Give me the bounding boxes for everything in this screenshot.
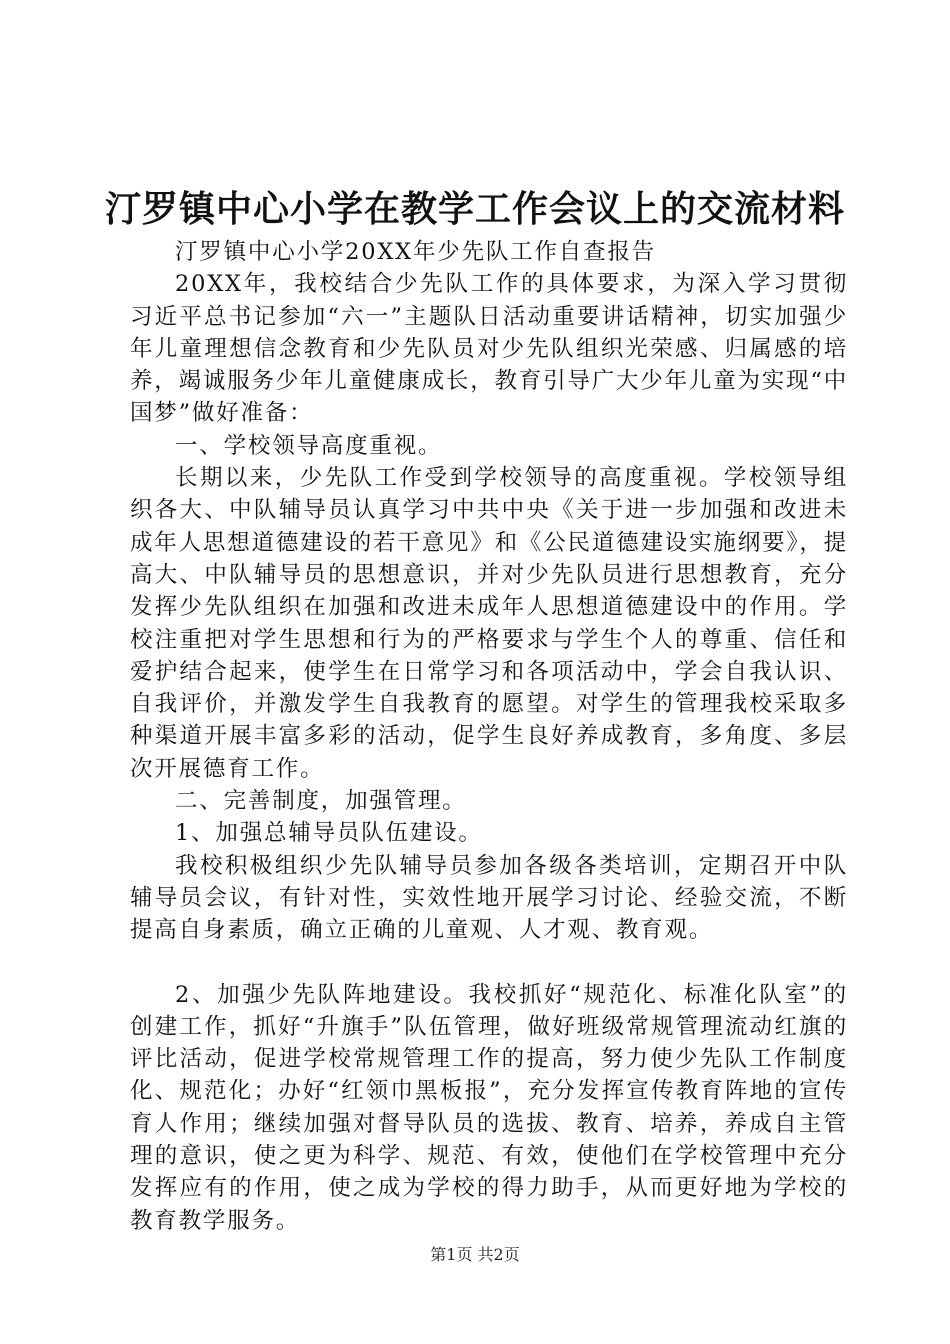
subsection-heading-1: 1、加强总辅导员队伍建设。: [175, 820, 483, 847]
section-heading-1: 一、学校领导高度重视。: [175, 432, 443, 459]
section-heading-2: 二、完善制度，加强管理。: [175, 788, 467, 815]
subsection-1-paragraph: 我校积极组织少先队辅导员参加各级各类培训，定期召开中队辅导员会议，有针对性，实效性地开展学习讨论、经验交流，不断提高自身素质，确立正确的儿童观、人才观、教育观。: [130, 852, 848, 944]
document-body: [130, 236, 848, 1237]
report-subtitle-paragraph: 汀罗镇中心小学20XX年少先队工作自查报告: [175, 239, 656, 265]
intro-paragraph: 20XX年，我校结合少先队工作的具体要求，为深入学习贯彻习近平总书记参加“六一”主题队日活动重要讲话精神，切实加强少年儿童理想信念教育和少先队员对少先队组织光荣感、归属感的培养，竭诚服务少年儿童健康成长，教育引导广大少年儿童为实现“中国梦”做好准备：: [130, 271, 849, 427]
section-1-paragraph: 长期以来，少先队工作受到学校领导的高度重视。学校领导组织各大、中队辅导员认真学习中共中央《关于进一步加强和改进未成年人思想道德建设的若干意见》和《公民道德建设实施纲要》，提高大、中队辅导员的思想意识，并对少先队员进行思想教育，充分发挥少先队组织在加强和改进未成年人思想道德建设中的作用。学校注重把对学生思想和行为的严格要求与学生个人的尊重、信任和爱护结合起来，使学生在日常学习和各项活动中，学会自我认识、自我评价，并激发学生自我教育的愿望。对学生的管理我校采取多种渠道开展丰富多彩的活动，促学生良好养成教育，多角度、多层次开展德育工作。: [130, 465, 848, 782]
document-title: 汀罗镇中心小学在教学工作会议上的交流材料: [104, 189, 845, 230]
page-number-footer: 第1页 共2页: [430, 1245, 520, 1264]
subsection-2-paragraph: 2、加强少先队阵地建设。我校抓好“规范化、标准化队室”的创建工作，抓好“升旗手”队伍管理，做好班级常规管理流动红旗的评比活动，促进学校常规管理工作的提高，努力使少先队工作制度化、规范化；办好“红领巾黑板报”，充分发挥宣传教育阵地的宣传育人作用；继续加强对督导队员的选拔、教育、培养，养成自主管理的意识，使之更为科学、规范、有效，使他们在学校管理中充分发挥应有的作用，使之成为学校的得力助手，从而更好地为学校的教育教学服务。: [130, 981, 848, 1234]
